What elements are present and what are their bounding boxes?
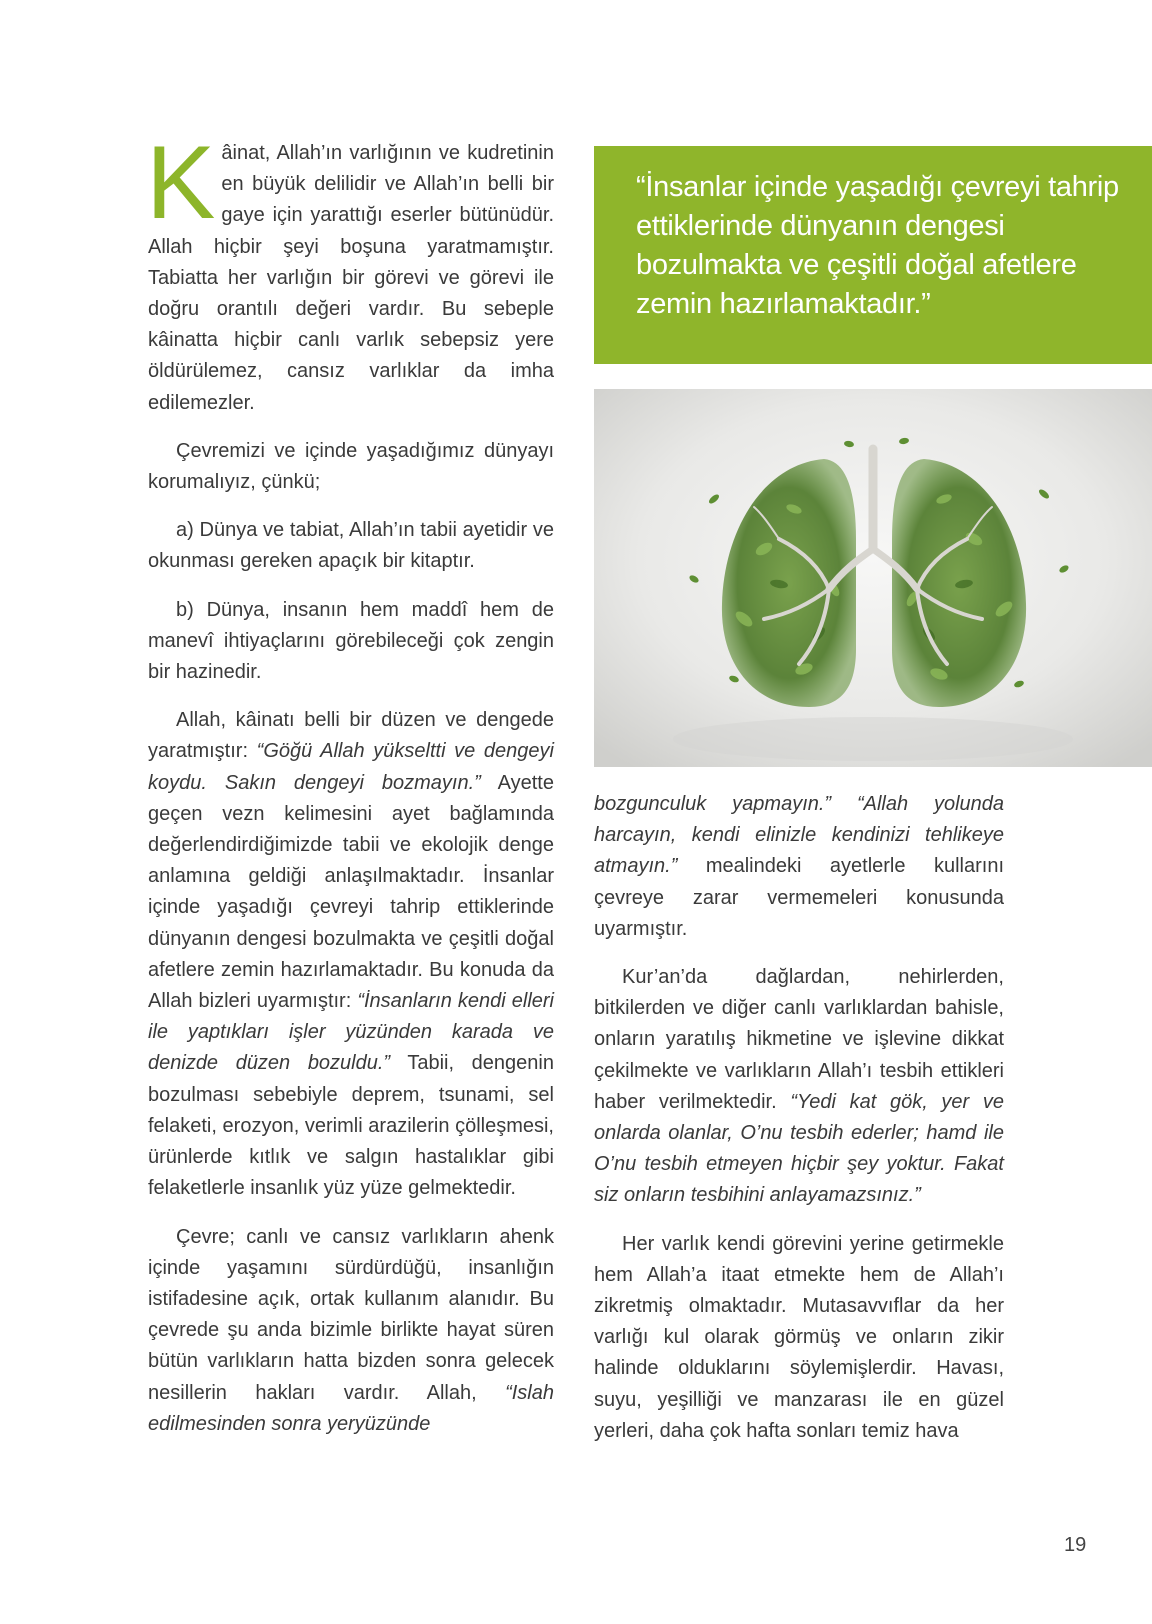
pull-quote-box: [594, 146, 1152, 364]
lungs-leaves-photo: [594, 389, 1152, 767]
r1-text: mealindeki ayetlerle kullarını çevreye zarar vermemeleri konusunda uyarmıştır.: [594, 855, 1004, 940]
left-column: [146, 125, 554, 1457]
paragraph-6: [148, 1222, 554, 1440]
paragraph-2: Çevremizi ve içinde yaşadığımız dünyayı korumalıyız, çünkü;: [148, 439, 554, 494]
p5-text-c: Ayette geçen vezn kelimesini ayet bağlamında değerlendirdiğimizde tabii ve ekolojik denge anlamına geldiği anlaşılmaktadır. İnsanlar içinde yaşadığı çevreyi tahrip ettiklerinde dünyanın dengesi bozulmakta ve çeşitli doğal afetlere zemin hazırlamaktadır. Bu konuda da Allah bizleri uyarmıştır:: [148, 771, 554, 1013]
pull-quote-text: “İnsanlar içinde yaşadığı çevreyi tahrip ettiklerinde dünyanın dengesi bozulmakta ve çeşitli doğal afetlere zemin hazırlamaktadır.”: [636, 171, 1119, 320]
r2-text: Kur’an’da dağlardan, nehirlerden, bitkilerden ve diğer canlı varlıklardan bahisle, onların yaratılış hikmetine ve işlevine dikkat çekilmekte ve varlıkların Allah’ı tesbih ettikleri haber verilmektedir.: [594, 966, 1004, 1113]
p5-text-a: Allah, kâinatı belli bir düzen ve dengede yaratmıştır:: [148, 709, 554, 763]
p6-text-a: Çevre; canlı ve cansız varlıkların ahenk içinde yaşamını sürdürdüğü, insanlığın istifadesine açık, ortak kullanım alanıdır. Bu çevrede şu anda bizimle birlikte hayat süren bütün varlıkların hatta bizden sonra gelecek nesillerin hakları vardır. Allah,: [148, 1225, 554, 1404]
paragraph-5: [148, 705, 554, 1204]
right-column: [594, 789, 1004, 1464]
page-number: 19: [1064, 1534, 1087, 1556]
r1-quote: bozgunculuk yapmayın.” “Allah yolunda harcayın, kendi elinizle kendinizi tehlikeye atmayın.”: [594, 793, 1004, 878]
right-paragraph-2: [594, 962, 1004, 1212]
r2-quote: “Yedi kat gök, yer ve onlarda olanlar, O’nu tesbih ederler; hamd ile O’nu tesbih etmeyen hiçbir şey yoktur. Fakat siz onların tesbihini anlayamazsınız.”: [594, 1090, 1005, 1207]
right-paragraph-1: [594, 789, 1004, 945]
p6-quote: “Islah edilmesinden sonra yeryüzünde: [148, 1381, 554, 1435]
p5-quote-2: “İnsanların kendi elleri ile yaptıkları işler yüzünden karada ve denizde düzen bozuldu.”: [148, 990, 554, 1075]
p5-quote-1: “Göğü Allah yükseltti ve dengeyi koydu. Sakın dengeyi bozmayın.”: [148, 740, 554, 794]
p5-text-e: Tabii, dengenin bozulması sebebiyle deprem, tsunami, sel felaketi, erozyon, verimli arazilerin çölleşmesi, ürünlerde kıtlık ve salgın hastalıklar gibi felaketlerle insanlık yüz yüze gelmektedir.: [148, 1052, 554, 1200]
right-paragraph-3: Her varlık kendi görevini yerine getirmekle hem Allah’a itaat etmekte hem de Allah’ı zikretmiş olmaktadır. Mutasavvıflar da her varlığı kul olarak görmüş ve onların zikir halinde olduklarını söylemişlerdir. Havası, suyu, yeşilliği ve manzarası ile en güzel yerleri, daha çok hafta sonları temiz hava: [594, 1232, 1004, 1442]
dropcap-letter: K: [146, 125, 216, 241]
paragraph-4: b) Dünya, insanın hem maddî hem de manevî ihtiyaçlarını görebileceği çok zengin bir hazinedir.: [148, 598, 554, 684]
intro-paragraph: [146, 125, 554, 419]
lungs-illustration: [594, 389, 1152, 767]
intro-text: âinat, Allah’ın varlığının ve kudretinin en büyük delilidir ve Allah’ın belli bir gaye için yarattığı eserler bütünüdür. Allah hiçbir şeyi boşuna yaratmamıştır. Tabiatta her varlığın bir görevi ve görevi ile doğru orantılı değeri vardır. Bu sebeple kâinatta hiçbir canlı varlık sebepsiz yere öldürülemez, cansız varlıklar da imha edilemezler.: [148, 142, 554, 414]
paragraph-3: a) Dünya ve tabiat, Allah’ın tabii ayetidir ve okunması gereken apaçık bir kitaptır.: [148, 519, 554, 573]
